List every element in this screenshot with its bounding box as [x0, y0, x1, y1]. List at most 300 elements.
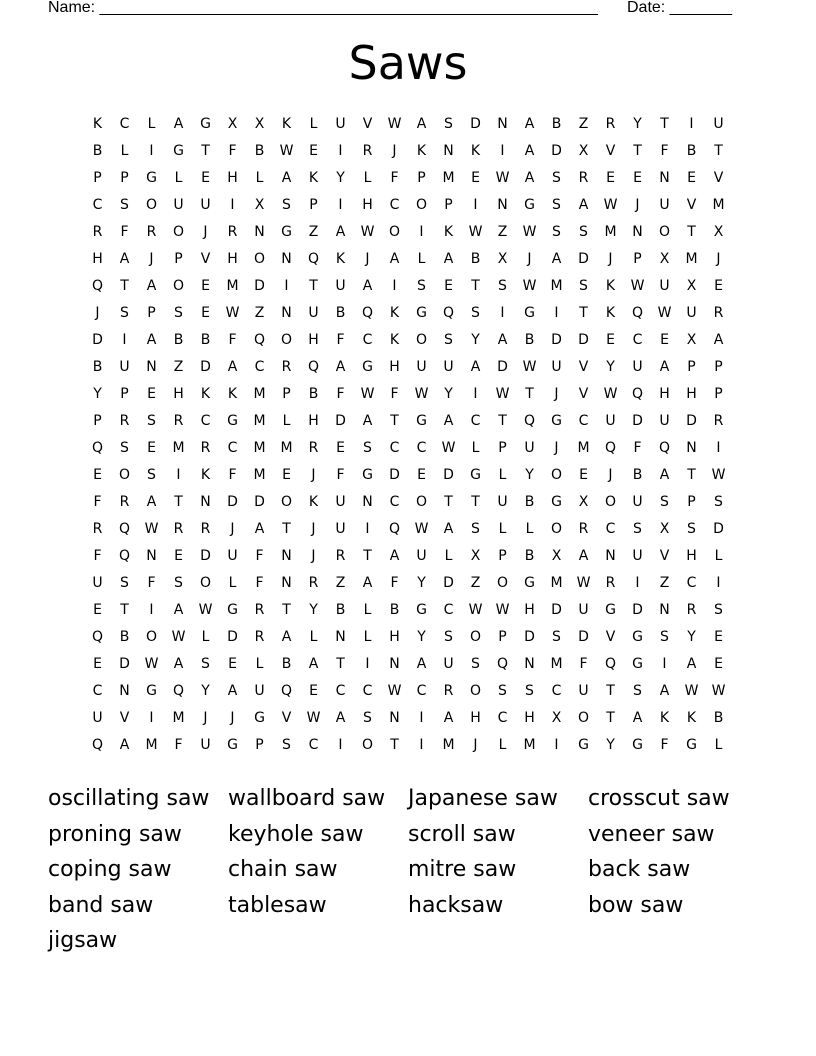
grid-cell[interactable]: F: [228, 467, 237, 483]
grid-cell[interactable]: Y: [417, 575, 426, 591]
grid-cell[interactable]: C: [416, 440, 427, 456]
grid-cell[interactable]: E: [417, 467, 426, 483]
grid-cell[interactable]: Q: [280, 683, 293, 699]
grid-cell[interactable]: Q: [91, 278, 104, 294]
grid-cell[interactable]: S: [444, 332, 453, 348]
grid-cell[interactable]: I: [716, 575, 721, 591]
grid-cell[interactable]: Y: [201, 683, 210, 699]
grid-cell[interactable]: E: [336, 440, 345, 456]
grid-cell[interactable]: I: [662, 656, 667, 672]
grid-cell[interactable]: N: [281, 305, 292, 321]
grid-cell[interactable]: P: [255, 737, 264, 753]
grid-cell[interactable]: G: [416, 305, 427, 321]
grid-cell[interactable]: V: [200, 251, 211, 267]
grid-cell[interactable]: I: [473, 386, 478, 402]
grid-cell[interactable]: R: [173, 413, 184, 429]
grid-cell[interactable]: H: [686, 548, 697, 564]
grid-cell[interactable]: H: [389, 629, 400, 645]
grid-cell[interactable]: G: [524, 575, 535, 591]
grid-cell[interactable]: E: [309, 683, 318, 699]
grid-cell[interactable]: P: [282, 386, 291, 402]
grid-cell[interactable]: J: [311, 548, 316, 564]
grid-cell[interactable]: V: [659, 548, 670, 564]
grid-cell[interactable]: S: [174, 305, 183, 321]
grid-cell[interactable]: W: [603, 197, 618, 213]
grid-cell[interactable]: I: [554, 737, 559, 753]
grid-cell[interactable]: A: [497, 332, 508, 348]
grid-cell[interactable]: H: [308, 332, 319, 348]
grid-cell[interactable]: V: [119, 710, 130, 726]
grid-cell[interactable]: T: [606, 710, 615, 726]
grid-cell[interactable]: C: [389, 197, 400, 213]
grid-cell[interactable]: N: [524, 656, 535, 672]
grid-cell[interactable]: J: [311, 521, 316, 537]
grid-cell[interactable]: J: [608, 467, 613, 483]
grid-cell[interactable]: N: [389, 656, 400, 672]
grid-cell[interactable]: O: [145, 197, 158, 213]
grid-cell[interactable]: W: [657, 305, 672, 321]
grid-cell[interactable]: O: [415, 197, 428, 213]
grid-cell[interactable]: S: [498, 683, 507, 699]
grid-cell[interactable]: K: [686, 710, 697, 726]
grid-cell[interactable]: R: [578, 521, 589, 537]
grid-cell[interactable]: Y: [444, 386, 453, 402]
grid-cell[interactable]: X: [497, 251, 508, 267]
grid-cell[interactable]: T: [471, 278, 480, 294]
grid-cell[interactable]: O: [118, 467, 131, 483]
grid-cell[interactable]: C: [497, 710, 508, 726]
grid-cell[interactable]: S: [120, 305, 129, 321]
grid-cell[interactable]: Q: [388, 521, 401, 537]
grid-cell[interactable]: F: [660, 143, 669, 159]
grid-cell[interactable]: F: [255, 548, 264, 564]
grid-cell[interactable]: U: [659, 278, 670, 294]
grid-cell[interactable]: U: [578, 602, 589, 618]
grid-cell[interactable]: I: [419, 737, 424, 753]
grid-cell[interactable]: C: [389, 494, 400, 510]
grid-cell[interactable]: A: [659, 683, 670, 699]
grid-cell[interactable]: C: [200, 413, 211, 429]
grid-cell[interactable]: M: [145, 737, 158, 753]
grid-cell[interactable]: F: [120, 224, 129, 240]
grid-cell[interactable]: E: [714, 656, 723, 672]
grid-cell[interactable]: Q: [91, 737, 104, 753]
grid-cell[interactable]: X: [686, 332, 697, 348]
grid-cell[interactable]: M: [442, 737, 455, 753]
grid-cell[interactable]: G: [146, 683, 157, 699]
grid-cell[interactable]: S: [579, 278, 588, 294]
grid-cell[interactable]: N: [497, 116, 508, 132]
grid-cell[interactable]: D: [632, 602, 643, 618]
grid-cell[interactable]: V: [686, 197, 697, 213]
grid-cell[interactable]: R: [713, 413, 724, 429]
grid-cell[interactable]: Q: [442, 305, 455, 321]
grid-cell[interactable]: G: [470, 467, 481, 483]
grid-cell[interactable]: S: [201, 656, 210, 672]
grid-cell[interactable]: P: [93, 170, 102, 186]
grid-cell[interactable]: R: [308, 440, 319, 456]
grid-cell[interactable]: L: [147, 116, 156, 132]
grid-cell[interactable]: J: [392, 143, 397, 159]
grid-cell[interactable]: U: [200, 197, 211, 213]
grid-cell[interactable]: M: [253, 440, 266, 456]
grid-cell[interactable]: M: [550, 656, 563, 672]
grid-cell[interactable]: S: [363, 440, 372, 456]
grid-cell[interactable]: Y: [606, 359, 615, 375]
grid-cell[interactable]: T: [714, 143, 723, 159]
grid-cell[interactable]: Q: [604, 440, 617, 456]
grid-cell[interactable]: L: [363, 629, 372, 645]
grid-cell[interactable]: G: [524, 305, 535, 321]
grid-cell[interactable]: R: [281, 359, 292, 375]
grid-cell[interactable]: O: [658, 224, 671, 240]
grid-cell[interactable]: X: [659, 251, 670, 267]
grid-cell[interactable]: I: [500, 305, 505, 321]
grid-cell[interactable]: J: [311, 467, 316, 483]
grid-cell[interactable]: R: [713, 305, 724, 321]
grid-cell[interactable]: O: [415, 494, 428, 510]
grid-cell[interactable]: A: [524, 116, 535, 132]
grid-cell[interactable]: L: [498, 467, 507, 483]
grid-cell[interactable]: L: [525, 521, 534, 537]
grid-cell[interactable]: C: [605, 521, 616, 537]
grid-cell[interactable]: A: [578, 548, 589, 564]
grid-cell[interactable]: C: [227, 440, 238, 456]
grid-cell[interactable]: P: [498, 629, 507, 645]
grid-cell[interactable]: S: [363, 710, 372, 726]
grid-cell[interactable]: I: [149, 710, 154, 726]
grid-cell[interactable]: I: [149, 602, 154, 618]
grid-cell[interactable]: T: [633, 143, 642, 159]
grid-cell[interactable]: K: [227, 386, 238, 402]
grid-cell[interactable]: W: [144, 656, 159, 672]
grid-cell[interactable]: I: [338, 737, 343, 753]
grid-cell[interactable]: V: [605, 143, 616, 159]
grid-cell[interactable]: A: [524, 170, 535, 186]
grid-cell[interactable]: C: [92, 683, 103, 699]
grid-cell[interactable]: N: [281, 548, 292, 564]
grid-cell[interactable]: T: [282, 521, 291, 537]
grid-cell[interactable]: F: [228, 143, 237, 159]
grid-cell[interactable]: T: [363, 548, 372, 564]
grid-cell[interactable]: U: [335, 521, 346, 537]
grid-cell[interactable]: C: [416, 683, 427, 699]
grid-cell[interactable]: S: [417, 278, 426, 294]
grid-cell[interactable]: Y: [633, 116, 642, 132]
grid-cell[interactable]: B: [524, 494, 535, 510]
grid-cell[interactable]: I: [392, 278, 397, 294]
grid-cell[interactable]: D: [497, 359, 508, 375]
grid-cell[interactable]: D: [551, 143, 562, 159]
grid-cell[interactable]: I: [554, 305, 559, 321]
grid-cell[interactable]: M: [523, 737, 536, 753]
grid-cell[interactable]: S: [498, 278, 507, 294]
name-field[interactable]: Name: ________________________________________________________: [48, 0, 598, 16]
grid-cell[interactable]: W: [522, 224, 537, 240]
grid-cell[interactable]: L: [120, 143, 129, 159]
grid-cell[interactable]: O: [172, 224, 185, 240]
grid-cell[interactable]: M: [253, 413, 266, 429]
grid-cell[interactable]: Y: [525, 467, 534, 483]
grid-cell[interactable]: P: [498, 548, 507, 564]
grid-cell[interactable]: I: [338, 197, 343, 213]
grid-cell[interactable]: I: [473, 197, 478, 213]
grid-cell[interactable]: M: [280, 440, 293, 456]
grid-cell[interactable]: S: [120, 575, 129, 591]
grid-cell[interactable]: U: [335, 278, 346, 294]
grid-cell[interactable]: D: [578, 251, 589, 267]
grid-cell[interactable]: W: [522, 359, 537, 375]
grid-cell[interactable]: L: [471, 440, 480, 456]
grid-cell[interactable]: U: [659, 413, 670, 429]
grid-cell[interactable]: N: [281, 251, 292, 267]
grid-cell[interactable]: T: [282, 602, 291, 618]
grid-cell[interactable]: W: [306, 710, 321, 726]
grid-cell[interactable]: S: [120, 197, 129, 213]
grid-cell[interactable]: M: [685, 251, 698, 267]
grid-cell[interactable]: C: [443, 602, 454, 618]
grid-cell[interactable]: O: [145, 629, 158, 645]
grid-cell[interactable]: B: [686, 143, 697, 159]
grid-cell[interactable]: A: [443, 251, 454, 267]
grid-cell[interactable]: B: [173, 332, 184, 348]
grid-cell[interactable]: G: [578, 737, 589, 753]
grid-cell[interactable]: C: [389, 440, 400, 456]
grid-cell[interactable]: A: [281, 170, 292, 186]
grid-cell[interactable]: E: [147, 386, 156, 402]
grid-cell[interactable]: J: [473, 737, 478, 753]
grid-cell[interactable]: J: [716, 251, 721, 267]
grid-cell[interactable]: A: [119, 251, 130, 267]
grid-cell[interactable]: W: [279, 143, 294, 159]
grid-cell[interactable]: H: [227, 251, 238, 267]
grid-cell[interactable]: L: [174, 170, 183, 186]
grid-cell[interactable]: S: [633, 683, 642, 699]
grid-cell[interactable]: L: [228, 575, 237, 591]
grid-cell[interactable]: O: [280, 494, 293, 510]
grid-cell[interactable]: A: [470, 359, 481, 375]
grid-cell[interactable]: F: [390, 170, 399, 186]
grid-cell[interactable]: J: [149, 251, 154, 267]
grid-cell[interactable]: L: [498, 521, 507, 537]
grid-cell[interactable]: I: [419, 710, 424, 726]
grid-cell[interactable]: A: [173, 602, 184, 618]
grid-cell[interactable]: O: [469, 683, 482, 699]
grid-cell[interactable]: S: [552, 224, 561, 240]
grid-cell[interactable]: S: [552, 197, 561, 213]
grid-cell[interactable]: U: [659, 197, 670, 213]
grid-cell[interactable]: C: [578, 413, 589, 429]
grid-cell[interactable]: W: [387, 683, 402, 699]
grid-cell[interactable]: B: [119, 629, 130, 645]
grid-cell[interactable]: G: [200, 116, 211, 132]
grid-cell[interactable]: A: [443, 521, 454, 537]
grid-cell[interactable]: R: [308, 575, 319, 591]
grid-cell[interactable]: L: [309, 629, 318, 645]
grid-cell[interactable]: G: [416, 413, 427, 429]
grid-cell[interactable]: C: [362, 683, 373, 699]
grid-cell[interactable]: D: [335, 413, 346, 429]
grid-cell[interactable]: W: [576, 575, 591, 591]
grid-cell[interactable]: Z: [497, 224, 508, 240]
grid-cell[interactable]: Q: [496, 656, 509, 672]
grid-cell[interactable]: G: [254, 710, 265, 726]
date-field[interactable]: Date: _______: [627, 0, 732, 16]
grid-cell[interactable]: B: [551, 116, 562, 132]
grid-cell[interactable]: F: [579, 656, 588, 672]
grid-cell[interactable]: K: [389, 305, 400, 321]
grid-cell[interactable]: V: [713, 170, 724, 186]
grid-cell[interactable]: Q: [253, 332, 266, 348]
grid-cell[interactable]: Q: [604, 656, 617, 672]
grid-cell[interactable]: U: [578, 683, 589, 699]
grid-cell[interactable]: P: [417, 170, 426, 186]
grid-cell[interactable]: J: [95, 305, 100, 321]
grid-cell[interactable]: X: [578, 494, 589, 510]
grid-cell[interactable]: E: [714, 629, 723, 645]
grid-cell[interactable]: A: [281, 629, 292, 645]
grid-cell[interactable]: U: [443, 359, 454, 375]
grid-cell[interactable]: F: [174, 737, 183, 753]
grid-cell[interactable]: X: [254, 197, 265, 213]
grid-cell[interactable]: A: [389, 548, 400, 564]
grid-cell[interactable]: D: [227, 629, 238, 645]
grid-cell[interactable]: L: [201, 629, 210, 645]
grid-cell[interactable]: O: [280, 332, 293, 348]
grid-cell[interactable]: A: [119, 737, 130, 753]
grid-cell[interactable]: D: [524, 629, 535, 645]
grid-cell[interactable]: Q: [118, 548, 131, 564]
grid-cell[interactable]: E: [309, 143, 318, 159]
grid-cell[interactable]: B: [281, 656, 292, 672]
grid-cell[interactable]: U: [92, 710, 103, 726]
grid-cell[interactable]: U: [443, 656, 454, 672]
grid-cell[interactable]: U: [119, 359, 130, 375]
grid-cell[interactable]: R: [605, 116, 616, 132]
grid-cell[interactable]: X: [578, 143, 589, 159]
grid-cell[interactable]: G: [632, 737, 643, 753]
grid-cell[interactable]: B: [335, 602, 346, 618]
grid-cell[interactable]: T: [201, 143, 210, 159]
grid-cell[interactable]: A: [362, 575, 373, 591]
grid-cell[interactable]: Y: [417, 629, 426, 645]
grid-cell[interactable]: A: [389, 251, 400, 267]
grid-cell[interactable]: W: [711, 683, 726, 699]
grid-cell[interactable]: F: [390, 386, 399, 402]
grid-cell[interactable]: D: [470, 116, 481, 132]
grid-cell[interactable]: Y: [336, 170, 345, 186]
grid-cell[interactable]: U: [254, 683, 265, 699]
grid-cell[interactable]: Q: [523, 413, 536, 429]
grid-cell[interactable]: P: [120, 386, 129, 402]
grid-cell[interactable]: A: [443, 413, 454, 429]
grid-cell[interactable]: R: [227, 224, 238, 240]
grid-cell[interactable]: O: [550, 467, 563, 483]
grid-cell[interactable]: F: [255, 575, 264, 591]
grid-cell[interactable]: B: [335, 305, 346, 321]
grid-cell[interactable]: W: [495, 386, 510, 402]
grid-cell[interactable]: H: [686, 386, 697, 402]
grid-cell[interactable]: N: [146, 548, 157, 564]
grid-cell[interactable]: J: [635, 197, 640, 213]
grid-cell[interactable]: Q: [307, 251, 320, 267]
grid-cell[interactable]: W: [225, 305, 240, 321]
grid-cell[interactable]: A: [686, 656, 697, 672]
grid-cell[interactable]: M: [577, 440, 590, 456]
grid-cell[interactable]: A: [578, 197, 589, 213]
grid-cell[interactable]: T: [120, 602, 129, 618]
grid-cell[interactable]: M: [712, 197, 725, 213]
grid-cell[interactable]: I: [635, 575, 640, 591]
grid-cell[interactable]: H: [92, 251, 103, 267]
grid-cell[interactable]: G: [416, 602, 427, 618]
grid-cell[interactable]: O: [415, 332, 428, 348]
grid-cell[interactable]: U: [497, 494, 508, 510]
grid-cell[interactable]: W: [495, 602, 510, 618]
grid-cell[interactable]: K: [308, 494, 319, 510]
grid-cell[interactable]: N: [443, 143, 454, 159]
grid-cell[interactable]: U: [632, 548, 643, 564]
grid-cell[interactable]: L: [714, 548, 723, 564]
grid-cell[interactable]: E: [201, 278, 210, 294]
grid-cell[interactable]: V: [281, 710, 292, 726]
grid-cell[interactable]: G: [632, 656, 643, 672]
grid-cell[interactable]: F: [147, 575, 156, 591]
grid-cell[interactable]: D: [119, 656, 130, 672]
grid-cell[interactable]: H: [524, 602, 535, 618]
grid-cell[interactable]: L: [714, 737, 723, 753]
grid-cell[interactable]: L: [363, 170, 372, 186]
grid-cell[interactable]: D: [578, 629, 589, 645]
grid-cell[interactable]: B: [470, 251, 481, 267]
grid-cell[interactable]: D: [713, 521, 724, 537]
grid-cell[interactable]: K: [281, 116, 292, 132]
grid-cell[interactable]: T: [471, 494, 480, 510]
grid-cell[interactable]: L: [309, 116, 318, 132]
grid-cell[interactable]: S: [471, 521, 480, 537]
grid-cell[interactable]: B: [92, 143, 103, 159]
grid-cell[interactable]: N: [254, 224, 265, 240]
grid-cell[interactable]: A: [659, 359, 670, 375]
grid-cell[interactable]: D: [443, 467, 454, 483]
grid-cell[interactable]: W: [144, 521, 159, 537]
grid-cell[interactable]: T: [390, 737, 399, 753]
grid-cell[interactable]: D: [254, 278, 265, 294]
grid-cell[interactable]: O: [199, 575, 212, 591]
grid-cell[interactable]: C: [632, 332, 643, 348]
grid-cell[interactable]: L: [417, 251, 426, 267]
grid-cell[interactable]: C: [686, 575, 697, 591]
grid-cell[interactable]: O: [172, 278, 185, 294]
grid-cell[interactable]: X: [713, 224, 724, 240]
grid-cell[interactable]: D: [443, 575, 454, 591]
grid-cell[interactable]: F: [228, 332, 237, 348]
grid-cell[interactable]: M: [253, 467, 266, 483]
grid-cell[interactable]: A: [713, 332, 724, 348]
grid-cell[interactable]: R: [335, 548, 346, 564]
grid-cell[interactable]: G: [686, 737, 697, 753]
grid-cell[interactable]: W: [711, 467, 726, 483]
grid-cell[interactable]: P: [714, 386, 723, 402]
grid-cell[interactable]: K: [443, 224, 454, 240]
grid-cell[interactable]: W: [360, 386, 375, 402]
grid-cell[interactable]: O: [496, 575, 509, 591]
grid-cell[interactable]: I: [122, 332, 127, 348]
grid-cell[interactable]: T: [444, 494, 453, 510]
grid-cell[interactable]: V: [578, 386, 589, 402]
grid-cell[interactable]: K: [335, 251, 346, 267]
grid-cell[interactable]: P: [174, 251, 183, 267]
